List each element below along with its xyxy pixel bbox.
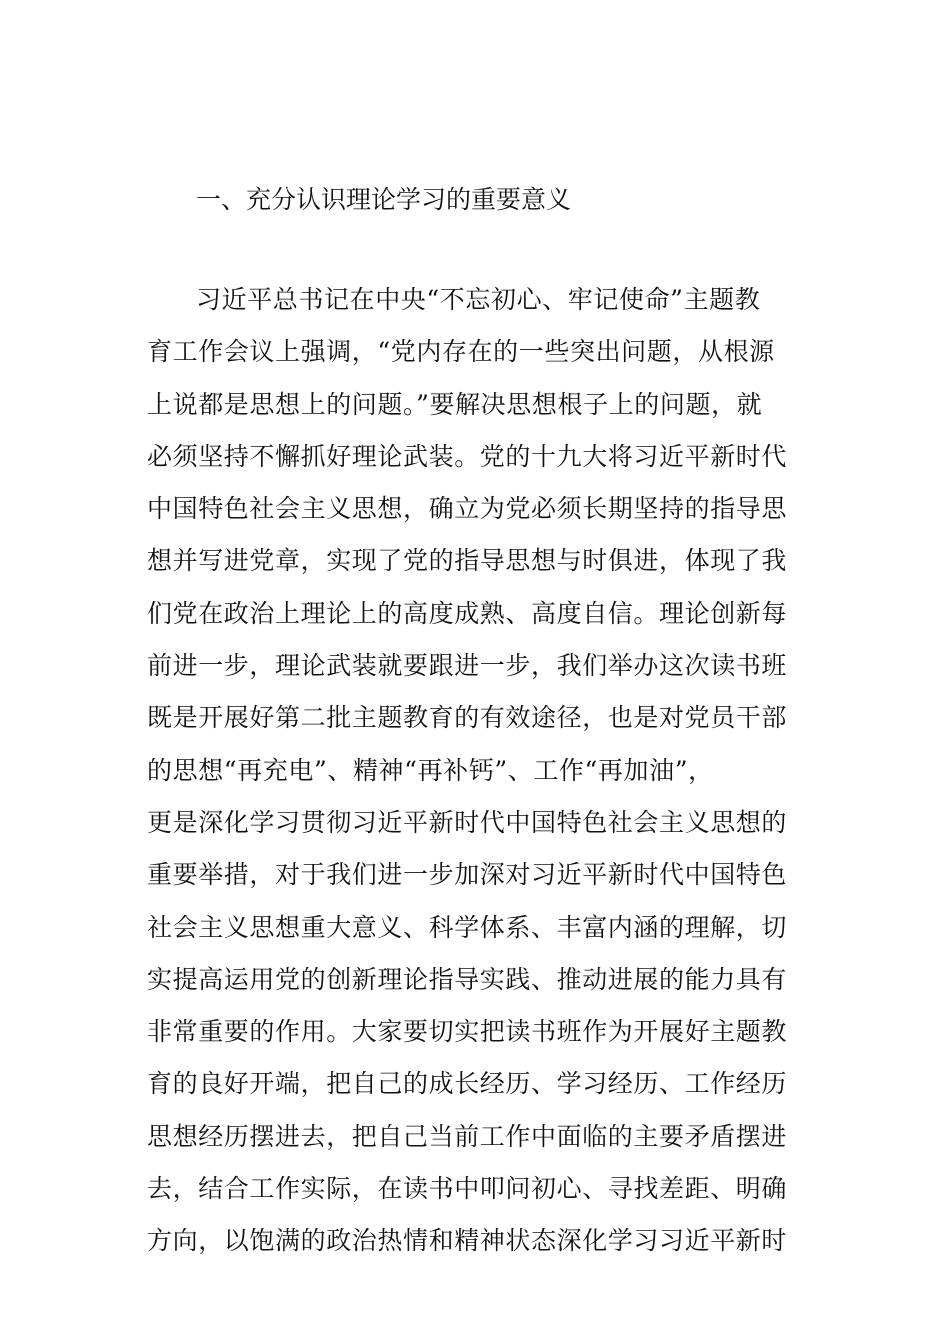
- text-line: 习近平总书记在中央“不忘初心、牢记使命”主题教: [196, 285, 761, 314]
- text-line: 前进一步，理论武装就要跟进一步，我们举办这次读书班: [147, 651, 788, 681]
- text-line: 重要举措，对于我们进一步加深对习近平新时代中国特色: [147, 860, 788, 890]
- text-line: 育的良好开端，把自己的成长经历、学习经历、工作经历: [147, 1069, 788, 1099]
- text-line: 思想经历摆进去，把自己当前工作中面临的主要矛盾摆进: [147, 1121, 788, 1151]
- text-line: 想并写进党章，实现了党的指导思想与时俱进，体现了我: [147, 546, 788, 576]
- text-line: 中国特色社会主义思想，确立为党必须长期坚持的指导思: [147, 494, 788, 524]
- text-line: 更是深化学习贯彻习近平新时代中国特色社会主义思想的: [147, 807, 788, 837]
- text-line: 既是开展好第二批主题教育的有效途径，也是对党员干部: [147, 703, 788, 733]
- text-line: 们党在政治上理论上的高度成熟、高度自信。理论创新每: [147, 598, 788, 628]
- section-heading: 一、充分认识理论学习的重要意义: [196, 185, 572, 214]
- text-line: 实提高运用党的创新理论指导实践、推动进展的能力具有: [147, 964, 788, 994]
- text-line: 方向，以饱满的政治热情和精神状态深化学习习近平新时: [147, 1226, 788, 1256]
- text-line: 上说都是思想上的问题。”要解决思想根子上的问题，就: [147, 389, 763, 419]
- body-paragraph: [147, 274, 807, 1268]
- text-line: 育工作会议上强调，“党内存在的一些突出问题，从根源: [147, 337, 775, 367]
- text-line: 非常重要的作用。大家要切实把读书班作为开展好主题教: [147, 1017, 788, 1047]
- text-line: 社会主义思想重大意义、科学体系、丰富内涵的理解，切: [147, 912, 788, 942]
- text-line: 去，结合工作实际，在读书中叩问初心、寻找差距、明确: [147, 1174, 788, 1204]
- text-line: 必须坚持不懈抓好理论武装。党的十九大将习近平新时代: [147, 441, 788, 471]
- text-line: 的思想“再充电”、精神“再补钙”、工作“再加油”，: [147, 755, 714, 785]
